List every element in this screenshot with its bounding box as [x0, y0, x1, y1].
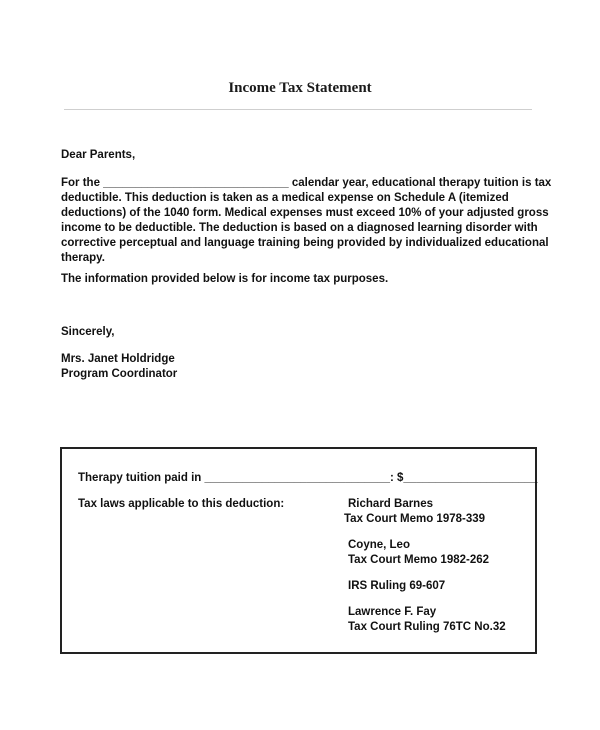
- body-line: For the _____________________________ calendar year, educational therapy tuition is tax: [61, 177, 552, 189]
- tuition-info-box: [60, 447, 537, 654]
- title-divider: [64, 109, 532, 110]
- closing: Sincerely,: [61, 326, 115, 338]
- reference-item: [344, 605, 506, 635]
- body-paragraph: [61, 176, 551, 266]
- info-line: The information provided below is for income tax purposes.: [61, 273, 389, 285]
- reference-name: Richard Barnes: [348, 498, 434, 510]
- reference-item: [344, 538, 506, 568]
- reference-citation: Tax Court Memo 1982-262: [348, 554, 490, 566]
- signature-block: [61, 352, 177, 382]
- reference-name: Coyne, Leo: [348, 539, 410, 551]
- reference-name: Lawrence F. Fay: [348, 606, 437, 618]
- tuition-paid-line: Therapy tuition paid in _____________________________: $_____________________: [78, 472, 538, 484]
- body-line: therapy.: [61, 252, 105, 264]
- body-line: income to be deductible. The deduction is based on a diagnosed learning disorder with: [61, 222, 538, 234]
- body-line: deductions) of the 1040 form. Medical expenses must exceed 10% of your adjusted gross: [61, 207, 549, 219]
- body-line: corrective perceptual and language training being provided by individualized educational: [61, 237, 549, 249]
- signer-name: Mrs. Janet Holdridge: [61, 353, 175, 365]
- body-line: deductible. This deduction is taken as a medical expense on Schedule A (itemized: [61, 192, 509, 204]
- reference-item: [344, 579, 506, 594]
- reference-citation: Tax Court Memo 1978-339: [344, 513, 486, 525]
- tax-law-references: [344, 497, 506, 646]
- signer-title: Program Coordinator: [61, 368, 178, 380]
- document-title: Income Tax Statement: [228, 80, 372, 96]
- salutation: Dear Parents,: [61, 149, 136, 161]
- reference-item: [344, 497, 506, 527]
- reference-citation: Tax Court Ruling 76TC No.32: [348, 621, 506, 633]
- reference-name: IRS Ruling 69-607: [348, 580, 446, 592]
- tax-laws-label: Tax laws applicable to this deduction:: [78, 498, 285, 510]
